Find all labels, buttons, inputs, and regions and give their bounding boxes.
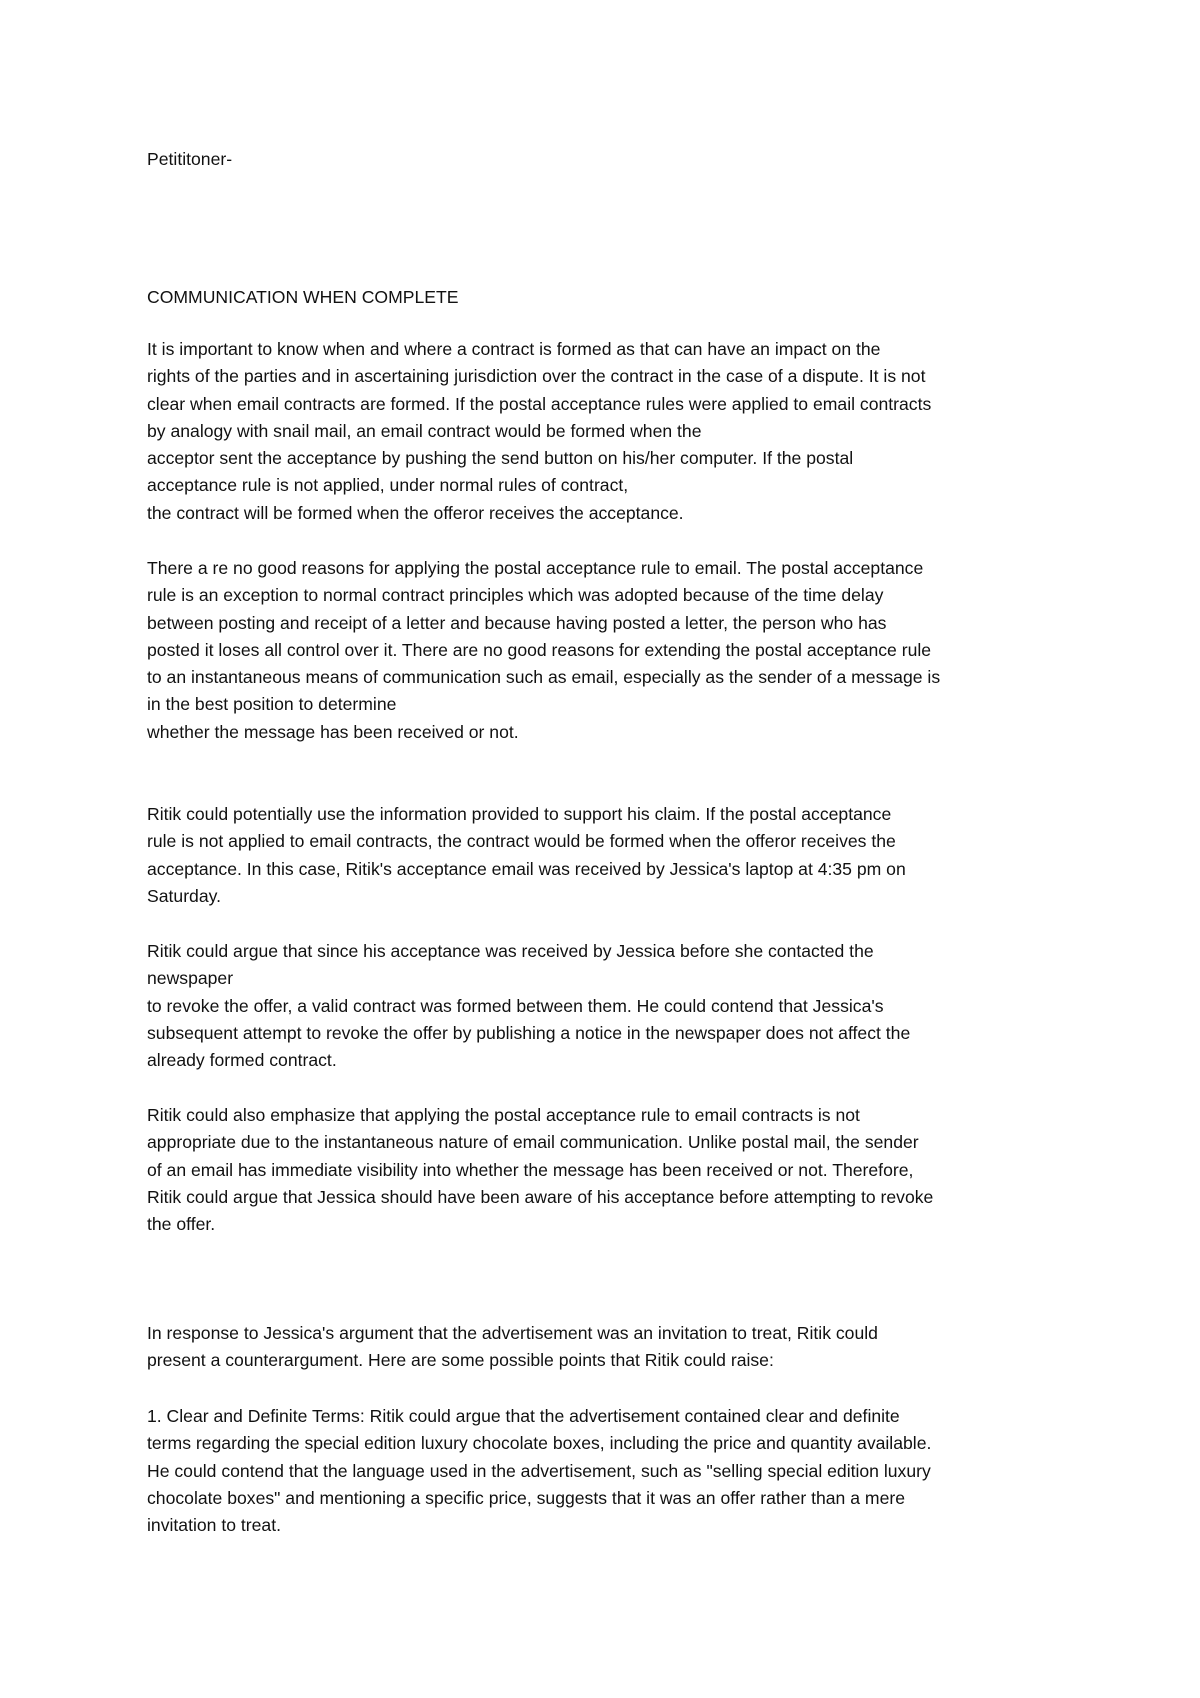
paragraph-line: Ritik could argue that Jessica should have been aware of his acceptance before attempting to revoke <box>147 1186 934 1207</box>
paragraph-line: invitation to treat. <box>147 1515 281 1536</box>
petitioner-label <box>147 146 1067 173</box>
paragraph-line: present a counterargument. Here are some possible points that Ritik could raise: <box>147 1350 774 1371</box>
paragraph-line: Ritik could argue that since his acceptance was received by Jessica before she contacted the <box>147 941 874 961</box>
paragraph-line: chocolate boxes" and mentioning a specific price, suggests that it was an offer rather than a mere <box>147 1487 905 1508</box>
paragraph-7 <box>147 1403 1067 1539</box>
paragraph-line: Ritik could potentially use the information provided to support his claim. If the postal acceptance <box>147 804 892 824</box>
paragraph-line: to revoke the offer, a valid contract was formed between them. He could contend that Jessica's <box>147 995 884 1016</box>
paragraph-line: acceptance. In this case, Ritik's acceptance email was received by Jessica's laptop at 4:35 pm on <box>147 858 906 879</box>
paragraph-line: of an email has immediate visibility into whether the message has been received or not. Therefore, <box>147 1159 914 1180</box>
paragraph-line: Saturday. <box>147 885 221 906</box>
paragraph-line: 1. Clear and Definite Terms: Ritik could argue that the advertisement contained clear and definite <box>147 1406 900 1426</box>
paragraph-line: He could contend that the language used in the advertisement, such as "selling special edition luxury <box>147 1460 931 1481</box>
paragraph-line: appropriate due to the instantaneous nature of email communication. Unlike postal mail, the sender <box>147 1132 919 1153</box>
paragraph-5 <box>147 1102 1067 1238</box>
paragraph-line: already formed contract. <box>147 1050 337 1071</box>
paragraph-line: It is important to know when and where a contract is formed as that can have an impact on the <box>147 339 881 359</box>
section-heading-text: COMMUNICATION WHEN COMPLETE <box>147 287 459 307</box>
paragraph-6 <box>147 1320 1067 1375</box>
paragraph-line: posted it loses all control over it. There are no good reasons for extending the postal acceptance rule <box>147 639 932 660</box>
paragraph-line: There a re no good reasons for applying the postal acceptance rule to email. The postal acceptance <box>147 558 924 578</box>
paragraph-line: in the best position to determine <box>147 694 397 715</box>
paragraph-4 <box>147 938 1067 1074</box>
paragraph-line: subsequent attempt to revoke the offer by publishing a notice in the newspaper does not affect the <box>147 1022 911 1043</box>
paragraph-line: terms regarding the special edition luxury chocolate boxes, including the price and quantity available. <box>147 1433 932 1454</box>
paragraph-line: rights of the parties and in ascertaining jurisdiction over the contract in the case of a dispute. It is not <box>147 366 926 387</box>
paragraph-3 <box>147 801 1067 910</box>
paragraph-line: In response to Jessica's argument that the advertisement was an invitation to treat, Ritik could <box>147 1323 878 1343</box>
paragraph-line: between posting and receipt of a letter and because having posted a letter, the person who has <box>147 612 887 633</box>
paragraph-line: the contract will be formed when the offeror receives the acceptance. <box>147 502 684 523</box>
paragraph-line: acceptor sent the acceptance by pushing the send button on his/her computer. If the postal <box>147 448 854 469</box>
paragraph-line: acceptance rule is not applied, under normal rules of contract, <box>147 475 629 496</box>
paragraph-line: by analogy with snail mail, an email contract would be formed when the <box>147 420 702 441</box>
paragraph-line: the offer. <box>147 1214 216 1235</box>
paragraph-line: rule is an exception to normal contract principles which was adopted because of the time delay <box>147 585 884 606</box>
paragraph-line: newspaper <box>147 968 234 989</box>
paragraph-line: clear when email contracts are formed. If the postal acceptance rules were applied to email contracts <box>147 393 932 414</box>
paragraph-line: Ritik could also emphasize that applying the postal acceptance rule to email contracts is not <box>147 1105 860 1125</box>
petitioner-label-text: Petititoner- <box>147 149 233 169</box>
paragraph-1 <box>147 336 1067 527</box>
paragraph-line: rule is not applied to email contracts, the contract would be formed when the offeror receives the <box>147 831 896 852</box>
paragraph-line: whether the message has been received or not. <box>147 721 519 742</box>
section-heading <box>147 284 1067 311</box>
paragraph-line: to an instantaneous means of communication such as email, especially as the sender of a message is <box>147 667 941 688</box>
paragraph-2 <box>147 555 1067 746</box>
